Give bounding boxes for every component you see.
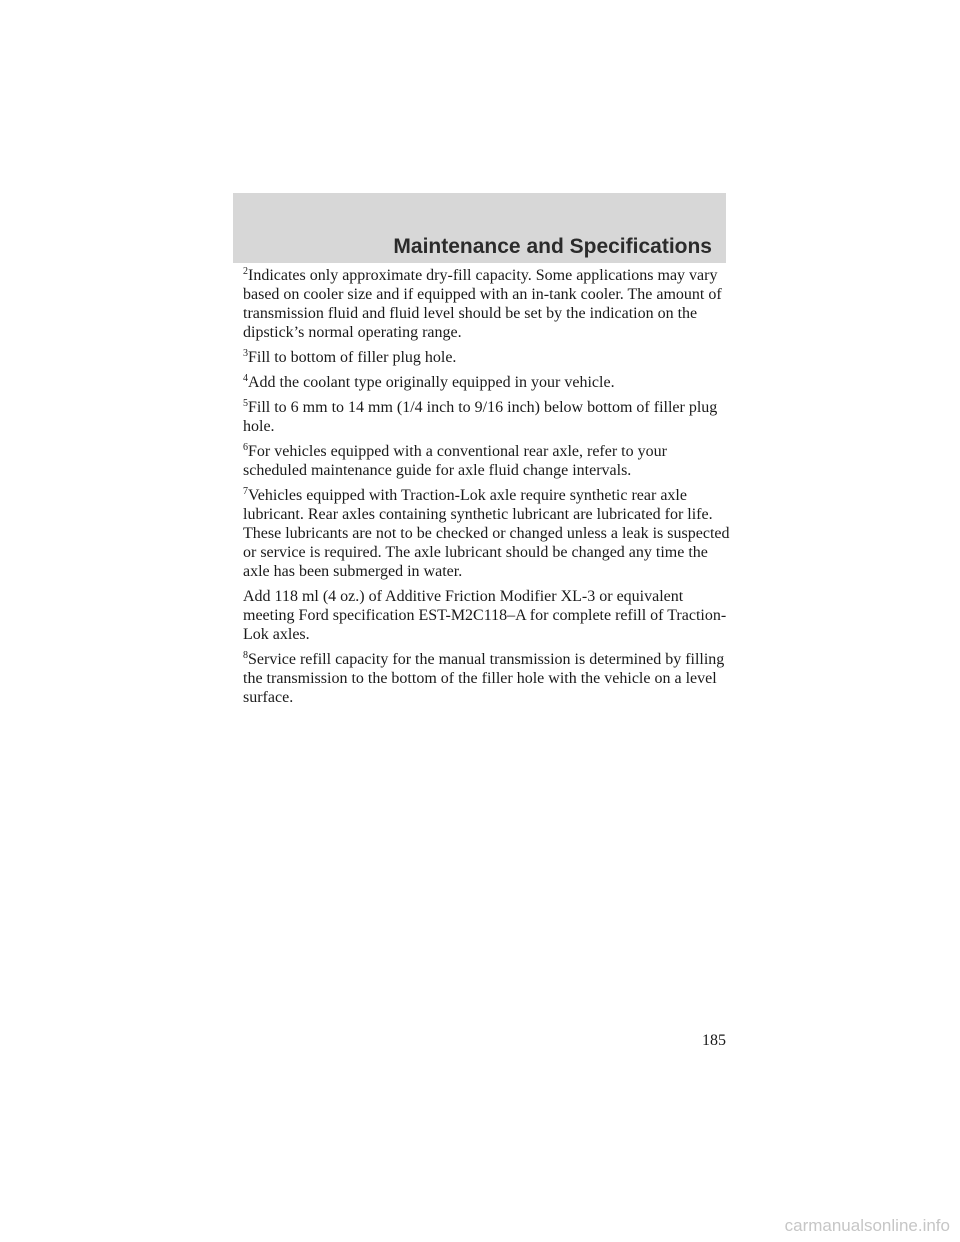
footnote-5 xyxy=(243,398,733,436)
footnote-marker: 3 xyxy=(243,348,248,359)
footnote-marker: 8 xyxy=(243,650,248,661)
footnote-marker: 7 xyxy=(243,486,248,497)
footnote-marker: 2 xyxy=(243,266,248,277)
section-header-band xyxy=(233,193,726,263)
footnote-7-addendum xyxy=(243,587,733,644)
footnotes-content xyxy=(243,266,733,713)
footnote-text: Add the coolant type originally equipped in your vehicle. xyxy=(248,374,615,391)
page-number: 185 xyxy=(702,1032,726,1049)
footnote-6 xyxy=(243,442,733,480)
footnote-8 xyxy=(243,650,733,707)
footnote-text: Vehicles equipped with Traction-Lok axle require synthetic rear axle lubricant. Rear axles containing synthetic lubricant are lubricated for life. These lubricants are not to be checked or changed unless a leak is suspected or service is required. The axle lubricant should be changed any time the axle has been submerged in water. xyxy=(243,487,730,580)
watermark-link[interactable]: carmanualsonline.info xyxy=(784,1216,950,1235)
footnote-marker: 5 xyxy=(243,398,248,409)
footnote-7 xyxy=(243,486,733,581)
footnote-text: For vehicles equipped with a conventional rear axle, refer to your scheduled maintenance guide for axle fluid change intervals. xyxy=(243,443,667,479)
section-title: Maintenance and Specifications xyxy=(393,235,712,258)
footnote-3 xyxy=(243,348,733,367)
footnote-text: Indicates only approximate dry-fill capacity. Some applications may vary based on cooler size and if equipped with an in-tank cooler. The amount of transmission fluid and fluid level should be set by the indication on the dipstick’s normal operating range. xyxy=(243,267,722,341)
footnote-text: Service refill capacity for the manual transmission is determined by filling the transmission to the bottom of the filler hole with the vehicle on a level surface. xyxy=(243,651,725,706)
footnote-marker: 6 xyxy=(243,442,248,453)
footnote-text: Add 118 ml (4 oz.) of Additive Friction Modifier XL-3 or equivalent meeting Ford specification EST-M2C118–A for complete refill of Traction-Lok axles. xyxy=(243,588,727,643)
footnote-text: Fill to 6 mm to 14 mm (1/4 inch to 9/16 inch) below bottom of filler plug hole. xyxy=(243,399,718,435)
footnote-2 xyxy=(243,266,733,342)
footnote-marker: 4 xyxy=(243,373,248,384)
footnote-text: Fill to bottom of filler plug hole. xyxy=(248,349,457,366)
footnote-4 xyxy=(243,373,733,392)
